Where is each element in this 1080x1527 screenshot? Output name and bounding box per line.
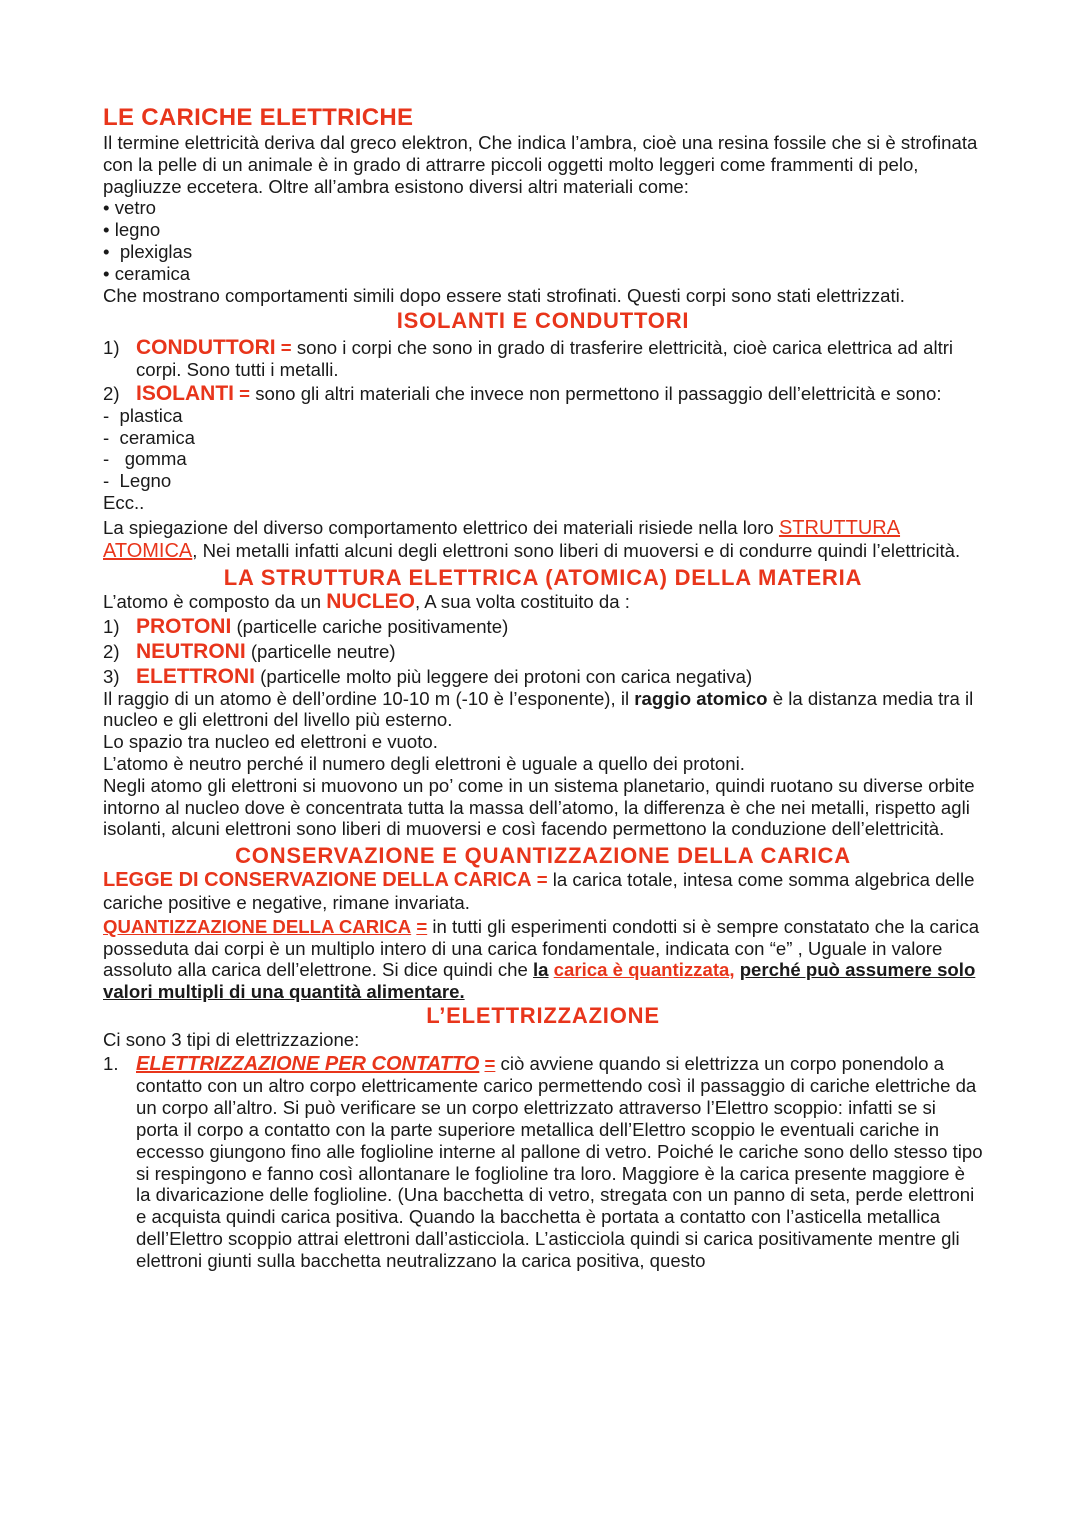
list-item-insulators: 2) ISOLANTI = sono gli altri materiali che invece non permettono il passaggio dell’elettricità e sono: [103,381,942,405]
list-item: • legno [103,219,161,241]
intro-paragraph: Il termine elettricità deriva dal greco elektron, Che indica l’ambra, cioè una resina fossile che si è strofinata con la pelle di un animale è in grado di attrarre piccoli oggetti molto leggeri come frammenti di pelo, pagliuzze eccetera. Oltre all’ambra esistono diversi altri materiali come: [103,132,978,197]
list-item-protons: 1) PROTONI (particelle cariche positivamente) [103,615,509,639]
structure-link[interactable]: STRUTTURA ATOMICA [103,516,901,562]
list-item: - gomma [103,448,187,470]
section-heading-conservation: CONSERVAZIONE E QUANTIZZAZIONE DELLA CARICA [235,843,851,869]
list-item-contact: 1. ELETTRIZZAZIONE PER CONTATTO = ciò avviene quando si elettrizza un corpo ponendolo a contatto con un altro corpo elettricamente carico permettendo così il passaggio di cariche elettriche da un corpo all’altro. Si può verificare se un corpo elettrizzato attraverso l’Elettro scoppio: infatti se si porta il corpo a contatto con la parte superiore metallica dell’Elettro scoppio le eventuali cariche in eccesso giungono fino alle foglioline interne al pallone di vetro. Poiché le cariche sono dello stesso tipo si respingono e fanno così allontanare le foglioline tra loro. Maggiore è la carica presente maggiore è la divaricazione delle foglioline. (Una bacchetta di vetro, stregata con un panno di seta, perde elettroni e acquista quindi carica positiva. Quando la bacchetta è portata a contatto con l’asticella metallica dell’Elettro scoppio attrai elettroni dall’asticciola. L’asticciola quindi si carica positivamente mentre gli elettroni giunti sulla bacchetta neutralizzano la carica positiva, questo [103,1052,983,1271]
list-item: • vetro [103,197,157,219]
materials-outro: Che mostrano comportamenti simili dopo essere stati strofinati. Questi corpi sono stati elettrizzati. [103,284,905,306]
document-content [103,104,983,1272]
list-item-neutrons: 2) NEUTRONI (particelle neutre) [103,639,396,663]
list-item: - Legno [103,470,172,492]
orbits-paragraph: Negli atomo gli elettroni si muovono un po’ come in un sistema planetario, quindi ruotano su diverse orbite intorno al nucleo dove è concentrata tutta la massa dell’atomo, la differenza è che nei metalli, rispetto agli isolanti, alcuni elettroni sono liberi di muoversi e così facendo permettono la conduzione dell’elettricità. [103,774,975,840]
section-heading-insulators: ISOLANTI E CONDUTTORI [396,308,690,334]
explanation-paragraph: La spiegazione del diverso comportamento elettrico dei materiali risiede nella loro STRUTTURA ATOMICA, Nei metalli infatti alcuni degli elettroni sono liberi di muoversi e di condurre quindi l’elettricità. [103,516,961,562]
radius-paragraph: Il raggio di un atomo è dell’ordine 10-10 m (-10 è l’esponente), il raggio atomico è la distanza media tra il nucleo e gli elettroni del livello più esterno. [103,687,974,731]
list-item: • plexiglas [103,240,193,262]
list-item: - plastica [103,404,183,426]
conservation-law: LEGGE DI CONSERVAZIONE DELLA CARICA = la carica totale, intesa come somma algebrica delle cariche positive e negative, rimane invariata. [103,869,975,913]
quantization-paragraph: QUANTIZZAZIONE DELLA CARICA = in tutti gli esperimenti condotti si è sempre constatato che la carica posseduta dai corpi è un multiplo intero di una carica fondamentale, indicata con “e” , Uguale in valore assoluto alla carica dell’elettrone. Si dice quindi che la carica è quantizzata, perché può assumere solo valori multipli di una quantità alimentare. [103,915,980,1003]
list-item: - ceramica [103,426,195,448]
materials-list [103,197,983,284]
section-heading-structure: LA STRUTTURA ELETTRICA (ATOMICA) DELLA MATERIA [223,565,863,591]
atom-intro: L’atomo è composto da un NUCLEO, A sua volta costituito da : [103,590,630,614]
etc-text: Ecc.. [103,491,145,513]
page-title: LE CARICHE ELETTRICHE [103,104,414,131]
insulators-list [103,405,983,492]
list-item-conductors: 1) CONDUTTORI = sono i corpi che sono in grado di trasferire elettricità, cioè carica elettrica ad altri corpi. Sono tutti i metalli. [103,336,954,381]
electrification-intro: Ci sono 3 tipi di elettrizzazione: [103,1028,360,1050]
neutral-paragraph: L’atomo è neutro perché il numero degli elettroni è uguale a quello dei protoni. [103,752,745,774]
list-item: • ceramica [103,262,191,284]
void-paragraph: Lo spazio tra nucleo ed elettroni e vuoto. [103,731,438,753]
list-item-electrons: 3) ELETTRONI (particelle molto più leggere dei protoni con carica negativa) [103,664,753,688]
section-heading-electrification: L’ELETTRIZZAZIONE [426,1002,660,1028]
